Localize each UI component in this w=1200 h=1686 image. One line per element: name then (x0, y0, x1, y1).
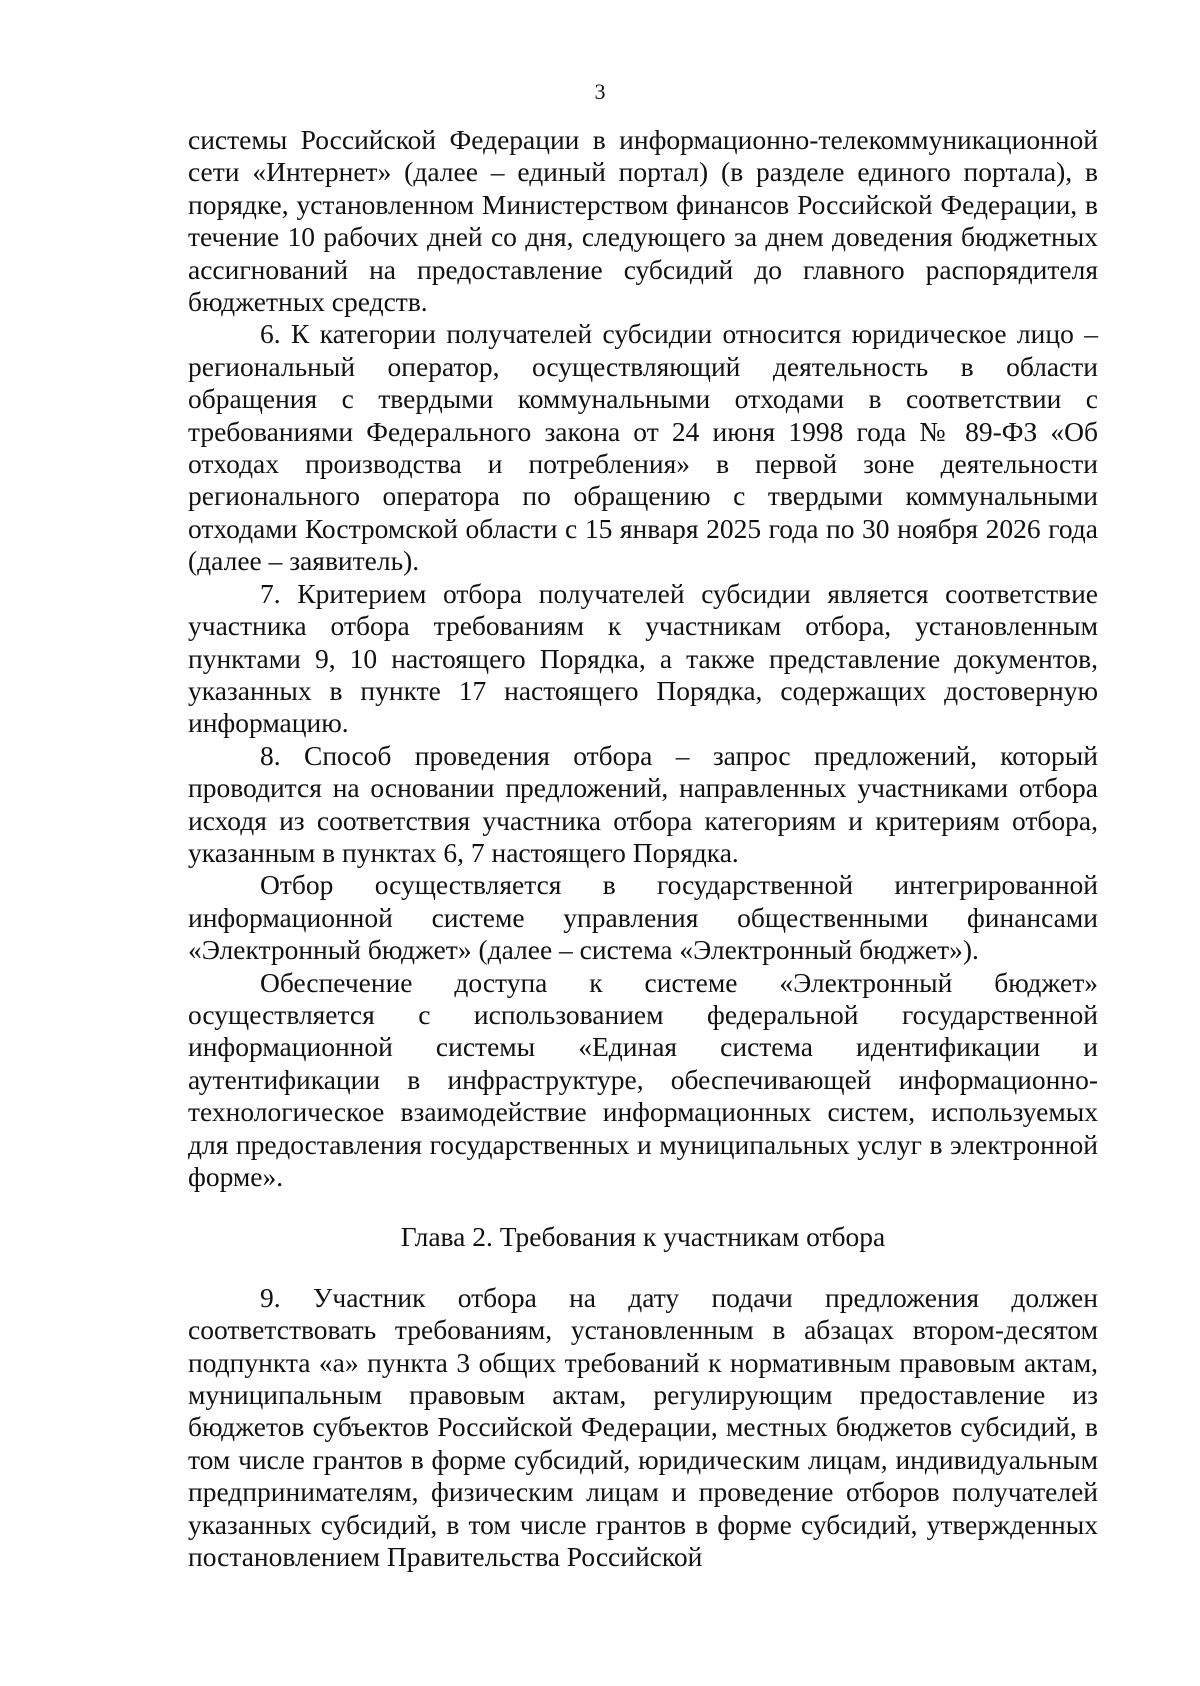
document-body (188, 124, 1098, 1573)
paragraph-8-selection-system: Отбор осуществляется в государственной интегрированной информационной системе управления общественными финансами «Электронный бюджет» (далее – система «Электронный бюджет»). (188, 869, 1098, 966)
page-number: 3 (594, 79, 606, 104)
paragraph-8-access: Обеспечение доступа к системе «Электронный бюджет» осуществляется с использованием федеральной государственной информационной системы «Единая система идентификации и аутентификации в инфраструктуре, обеспечивающей информационно-технологическое взаимодействие информационных систем, используемых для предоставления государственных и муниципальных услуг в электронной форме». (188, 966, 1098, 1192)
paragraph-7: 7. Критерием отбора получателей субсидии является соответствие участника отбора требованиям к участникам отбора, установленным пунктами 9, 10 настоящего Порядка, а также представление документов, указанных в пункте 17 настоящего Порядка, содержащих достоверную информацию. (188, 577, 1098, 739)
chapter-heading: Глава 2. Требования к участникам отбора (400, 1221, 886, 1253)
paragraph-8: 8. Способ проведения отбора – запрос предложений, который проводится на основании предложений, направленных участниками отбора исходя из соответствия участника отбора категориям и критериям отбора, указанным в пунктах 6, 7 настоящего Порядка. (188, 739, 1098, 868)
paragraph-6: 6. К категории получателей субсидии относится юридическое лицо – региональный оператор, осуществляющий деятельность в области обращения с твердыми коммунальными отходами в соответствии с требованиями Федерального закона от 24 июня 1998 года № 89-ФЗ «Об отходах производства и потребления» в первой зоне деятельности регионального оператора по обращению с твердыми коммунальными отходами Костромской области с 15 января 2025 года по 30 ноября 2026 года (далее – заявитель). (188, 318, 1098, 577)
paragraph-9: 9. Участник отбора на дату подачи предложения должен соответствовать требованиям, установленным в абзацах втором-десятом подпункта «а» пункта 3 общих требований к нормативным правовым актам, муниципальным правовым актам, регулирующим предоставление из бюджетов субъектов Российской Федерации, местных бюджетов субсидий, в том числе грантов в форме субсидий, юридическим лицам, индивидуальным предпринимателям, физическим лицам и проведение отборов получателей указанных субсидий, в том числе грантов в форме субсидий, утвержденных постановлением Правительства Российской (188, 1281, 1098, 1573)
paragraph-continuation: системы Российской Федерации в информационно-телекоммуникационной сети «Интернет» (далее – единый портал) (в разделе единого портала), в порядке, установленном Министерством финансов Российской Федерации, в течение 10 рабочих дней со дня, следующего за днем доведения бюджетных ассигнований на предоставление субсидий до главного распорядителя бюджетных средств. (188, 124, 1098, 318)
